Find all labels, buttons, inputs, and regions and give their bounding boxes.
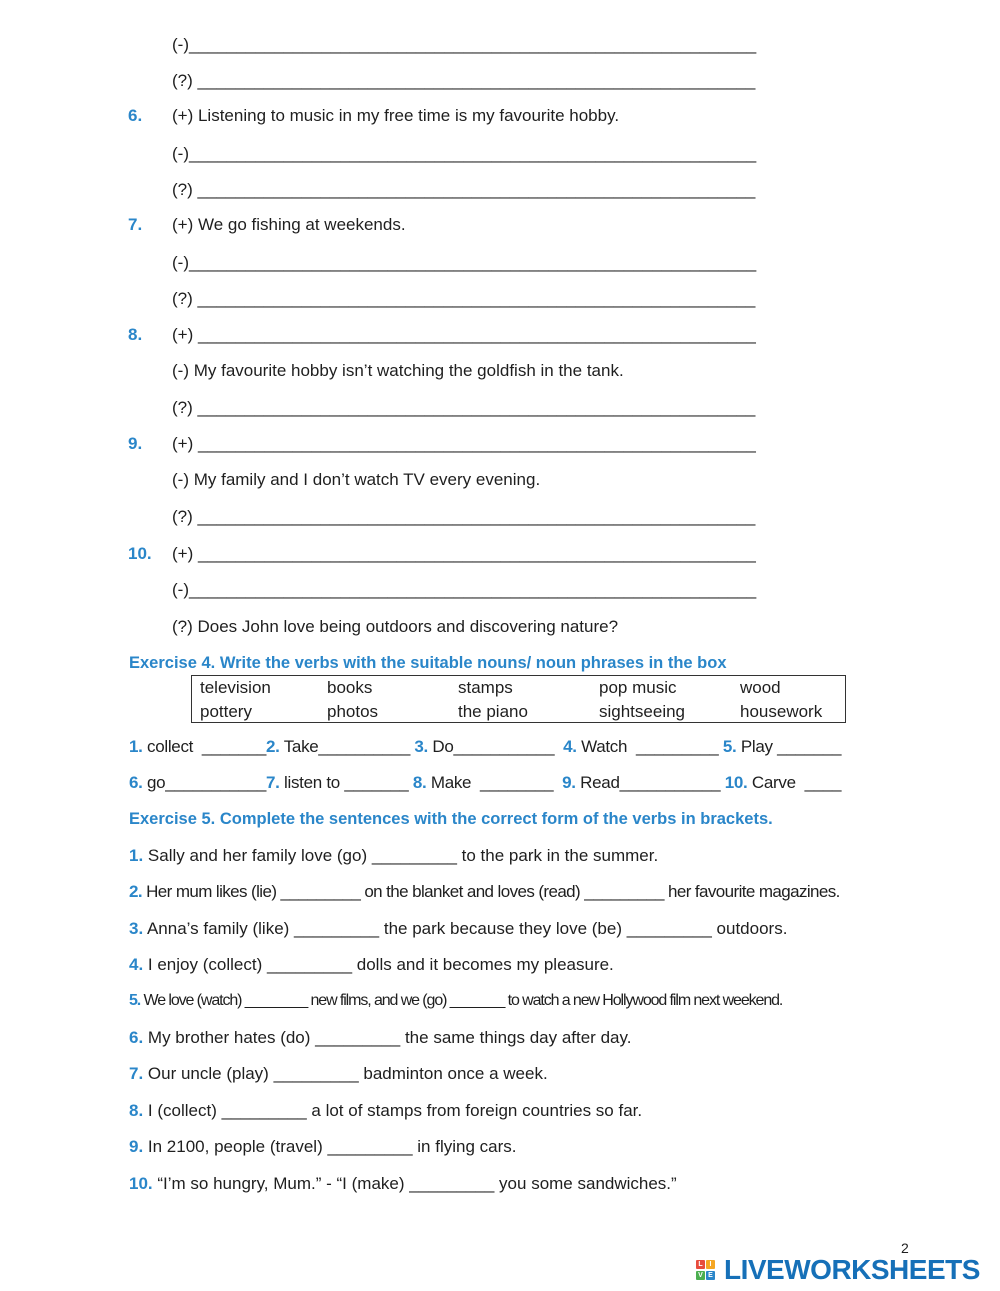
answer-line[interactable]: (?) ___________________________________________________________ <box>172 180 756 199</box>
exercise5-sentence[interactable]: 8. I (collect) _________ a lot of stamps from foreign countries so far. <box>129 1101 643 1120</box>
word-box-item: pottery <box>200 702 252 721</box>
exercise5-sentence[interactable]: 7. Our uncle (play) _________ badminton once a week. <box>129 1064 548 1083</box>
word-box-item: books <box>327 678 373 697</box>
answer-line[interactable]: (-)____________________________________________________________ <box>172 580 757 599</box>
word-box-item: sightseeing <box>599 702 686 721</box>
word-box-item: housework <box>740 702 823 721</box>
answer-line[interactable]: (?) ___________________________________________________________ <box>172 289 756 308</box>
exercise5-title: Exercise 5. Complete the sentences with the correct form of the verbs in brackets. <box>129 810 773 828</box>
exercise5-sentence[interactable]: 4. I enjoy (collect) _________ dolls and it becomes my pleasure. <box>129 955 614 974</box>
logo-text: LIVEWORKSHEETS <box>724 1254 980 1285</box>
logo-blocks-icon: L I V E <box>696 1258 722 1282</box>
answer-line[interactable]: (+) ___________________________________________________________ <box>172 434 756 453</box>
word-box-item: wood <box>740 678 781 697</box>
answer-line[interactable]: (-)____________________________________________________________ <box>172 144 757 163</box>
liveworksheets-logo[interactable] <box>696 1255 980 1285</box>
word-box-item: stamps <box>458 678 513 697</box>
exercise5-sentence[interactable]: 1. Sally and her family love (go) _________ to the park in the summer. <box>129 846 659 865</box>
answer-line[interactable]: (?) ___________________________________________________________ <box>172 398 756 417</box>
answer-line[interactable]: (?) ___________________________________________________________ <box>172 507 756 526</box>
answer-line[interactable]: (-)____________________________________________________________ <box>172 35 757 54</box>
word-box <box>191 675 846 723</box>
word-box-item: photos <box>327 702 379 721</box>
exercise5-sentence[interactable]: 5. We love (watch) ________ new films, and we (go) _______ to watch a new Hollywood film next weekend. <box>129 992 783 1009</box>
exercise5-sentence[interactable]: 6. My brother hates (do) _________ the same things day after day. <box>129 1028 632 1047</box>
item-number: 10. <box>128 544 152 563</box>
word-box-item: television <box>200 678 271 697</box>
answer-line[interactable]: (+) ___________________________________________________________ <box>172 325 756 344</box>
page-number: 2 <box>901 1240 909 1256</box>
item-number: 7. <box>128 215 143 234</box>
exercise4-title: Exercise 4. Write the verbs with the suitable nouns/ noun phrases in the box <box>129 654 727 672</box>
sentence: (+) We go fishing at weekends. <box>172 215 406 234</box>
answer-line[interactable]: (?) ___________________________________________________________ <box>172 71 756 90</box>
sentence: (-) My favourite hobby isn’t watching the goldfish in the tank. <box>172 361 624 380</box>
exercise5-sentence[interactable]: 3. Anna’s family (like) _________ the park because they love (be) _________ outdoors. <box>129 919 788 938</box>
word-box-item: pop music <box>599 678 677 697</box>
exercise5-sentence[interactable]: 2. Her mum likes (lie) _________ on the blanket and loves (read) _________ her favourite magazines. <box>129 882 840 901</box>
exercise5-sentence[interactable]: 9. In 2100, people (travel) _________ in flying cars. <box>129 1137 517 1156</box>
sentence: (-) My family and I don’t watch TV every evening. <box>172 470 541 489</box>
item-number: 8. <box>128 325 143 344</box>
exercise4-row-1[interactable]: 1. collect _______2. Take__________ 3. Do___________ 4. Watch _________ 5. Play _______ <box>129 737 842 756</box>
exercise4-row-2[interactable]: 6. go___________7. listen to _______ 8. Make ________ 9. Read___________ 10. Carve ____ <box>129 773 842 792</box>
item-number: 6. <box>128 106 143 125</box>
exercise5-sentence[interactable]: 10. “I’m so hungry, Mum.” - “I (make) _________ you some sandwiches.” <box>129 1174 677 1193</box>
answer-line[interactable]: (-)____________________________________________________________ <box>172 253 757 272</box>
sentence: (?) Does John love being outdoors and discovering nature? <box>172 617 619 636</box>
item-number: 9. <box>128 434 143 453</box>
sentence: (+) Listening to music in my free time is my favourite hobby. <box>172 106 620 125</box>
answer-line[interactable]: (+) ___________________________________________________________ <box>172 544 756 563</box>
word-box-item: the piano <box>458 702 528 721</box>
